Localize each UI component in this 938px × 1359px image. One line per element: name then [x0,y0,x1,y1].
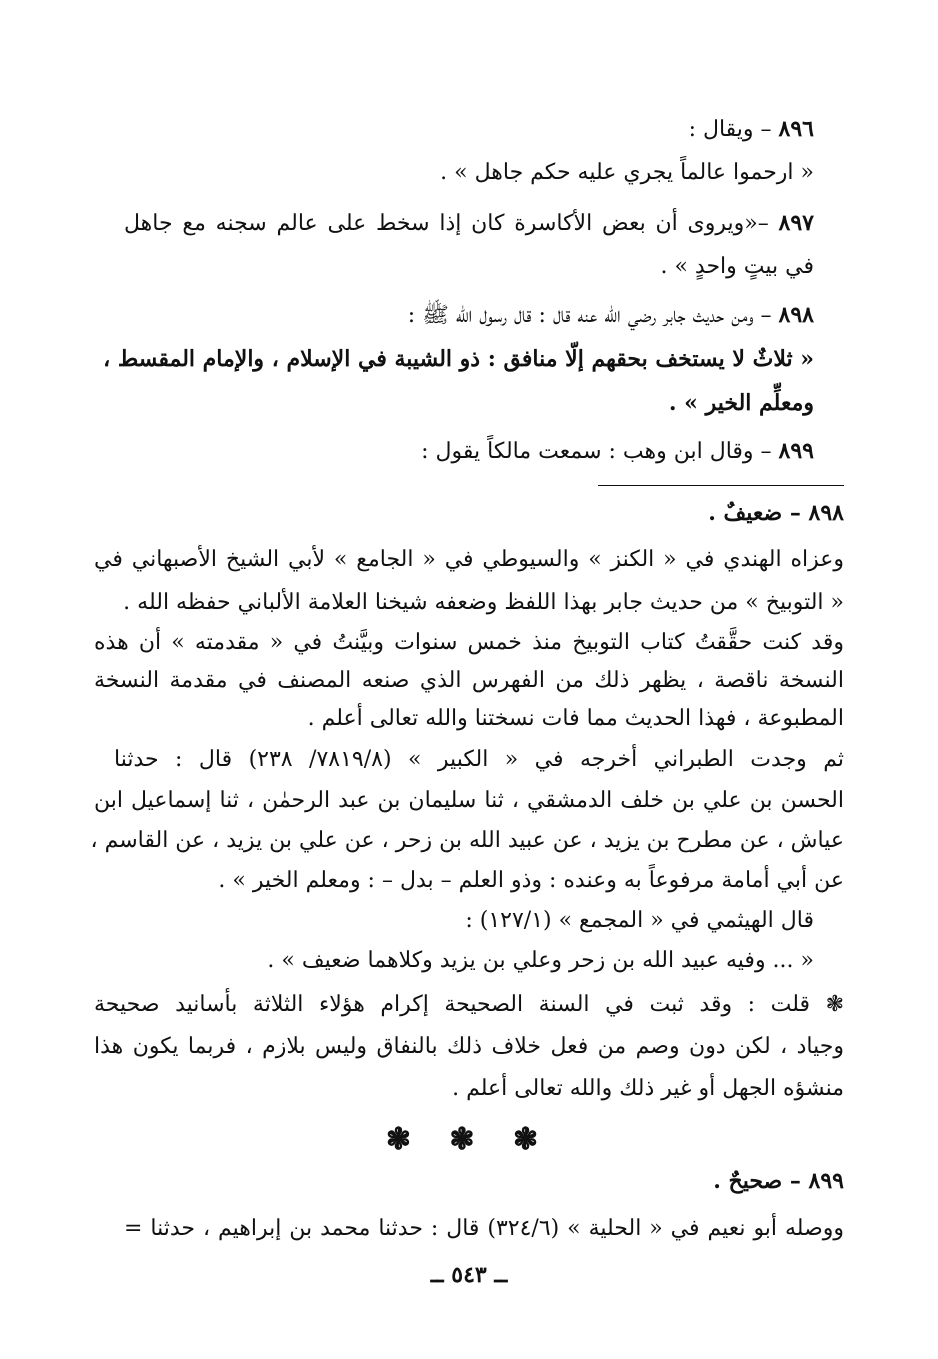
entry-899 [421,436,814,467]
note-number: ٨٩٩ [808,1168,844,1194]
note-line: عياش ، عن مطرح بن يزيد ، عن عبيد الله بن زحر ، عن علي بن يزيد ، عن القاسم ، [90,828,844,853]
note-line: قال الهيثمي في « المجمع » (١٢٧/١) : [465,908,814,933]
entry-number: ٨٩٦ [778,116,814,142]
note-line: الحسن بن علي بن خلف الدمشقي ، ثنا سليمان بن عبد الرحمٰن ، ثنا إسماعيل ابن [94,788,844,813]
note-line: وقد كنت حقَّقتُ كتاب التوبيخ منذ خمس سنوات وبيَّنتُ في « مقدمته » أن هذه [94,630,844,655]
note-verdict: – ضعيفٌ . [708,500,809,526]
note-line: منشؤه الجهل أو غير ذلك والله تعالى أعلم . [452,1076,844,1101]
hadith-text: « ثلاثٌ لا يستخف بحقهم إلّا منافق : ذو الشيبة في الإسلام ، والإمام المقسط ، [103,346,814,372]
entry-897-cont: في بيتٍ واحدٍ » . [660,254,814,279]
note-line: عن أبي أمامة مرفوعاً به وعنده : وذو العلم – بدل – : ومعلم الخير » . [218,868,844,893]
note-898-heading [708,498,844,529]
note-line: « التوبيخ » من حديث جابر بهذا اللفظ وضعفه شيخنا العلامة الألباني حفظه الله . [123,590,844,615]
note-line: وجياد ، لكن دون وصم من فعل خلاف ذلك بالنفاق وليس بلازم ، فربما يكون هذا [94,1034,844,1059]
footnote-separator [598,485,844,486]
note-quote: « ... وفيه عبيد الله بن زحر وعلي بن يزيد وكلاهما ضعيف » . [267,948,814,973]
note-line: ثم وجدت الطبراني أخرجه في « الكبير » (٧٨١٩/٨/ ٢٣٨) قال : حدثنا [114,747,845,772]
entry-text: –«ويروى أن بعض الأكاسرة كان إذا سخط على عالم سجنه مع جاهل [124,211,779,236]
entry-number: ٨٩٧ [778,210,814,236]
quote-line: « ارحموا عالماً يجري عليه حكم جاهل » . [440,160,814,185]
hadith-text-cont: ومعلِّم الخير » . [668,390,814,416]
note-line: وعزاه الهندي في « الكنز » والسيوطي في « الجامع » لأبي الشيخ الأصبهاني في [94,547,844,572]
page-number: ــ ٥٤٣ ــ [430,1262,508,1288]
note-899-heading [713,1166,844,1197]
entry-text: – ومن حديث جابر رضي الله عنه قال : قال رسول الله ﷺ : [407,303,779,328]
entry-898 [408,300,814,331]
entry-number: ٨٩٩ [778,438,814,464]
entry-text: – ويقال : [688,117,779,142]
note-line: المطبوعة ، فهذا الحديث مما فات نسختنا والله تعالى أعلم . [307,706,844,731]
entry-896 [689,114,814,145]
note-verdict: – صحيحٌ . [713,1168,809,1194]
entry-text: – وقال ابن وهب : سمعت مالكاً يقول : [421,439,779,464]
entry-number: ٨٩٨ [778,302,814,328]
note-number: ٨٩٨ [808,500,844,526]
note-line: النسخة ناقصة ، يظهر ذلك من الفهرس الذي صنعه المصنف في مقدمة النسخة [94,668,844,693]
note-line: ووصله أبو نعيم في « الحلية » (٣٢٤/٦) قال : حدثنا محمد بن إبراهيم ، حدثنا = [124,1216,844,1241]
note-line: ❃ قلت : وقد ثبت في السنة الصحيحة إكرام هؤلاء الثلاثة بأسانيد صحيحة [94,992,844,1017]
entry-897 [124,208,814,239]
section-divider-stars: ❃ ❃ ❃ [385,1122,553,1157]
